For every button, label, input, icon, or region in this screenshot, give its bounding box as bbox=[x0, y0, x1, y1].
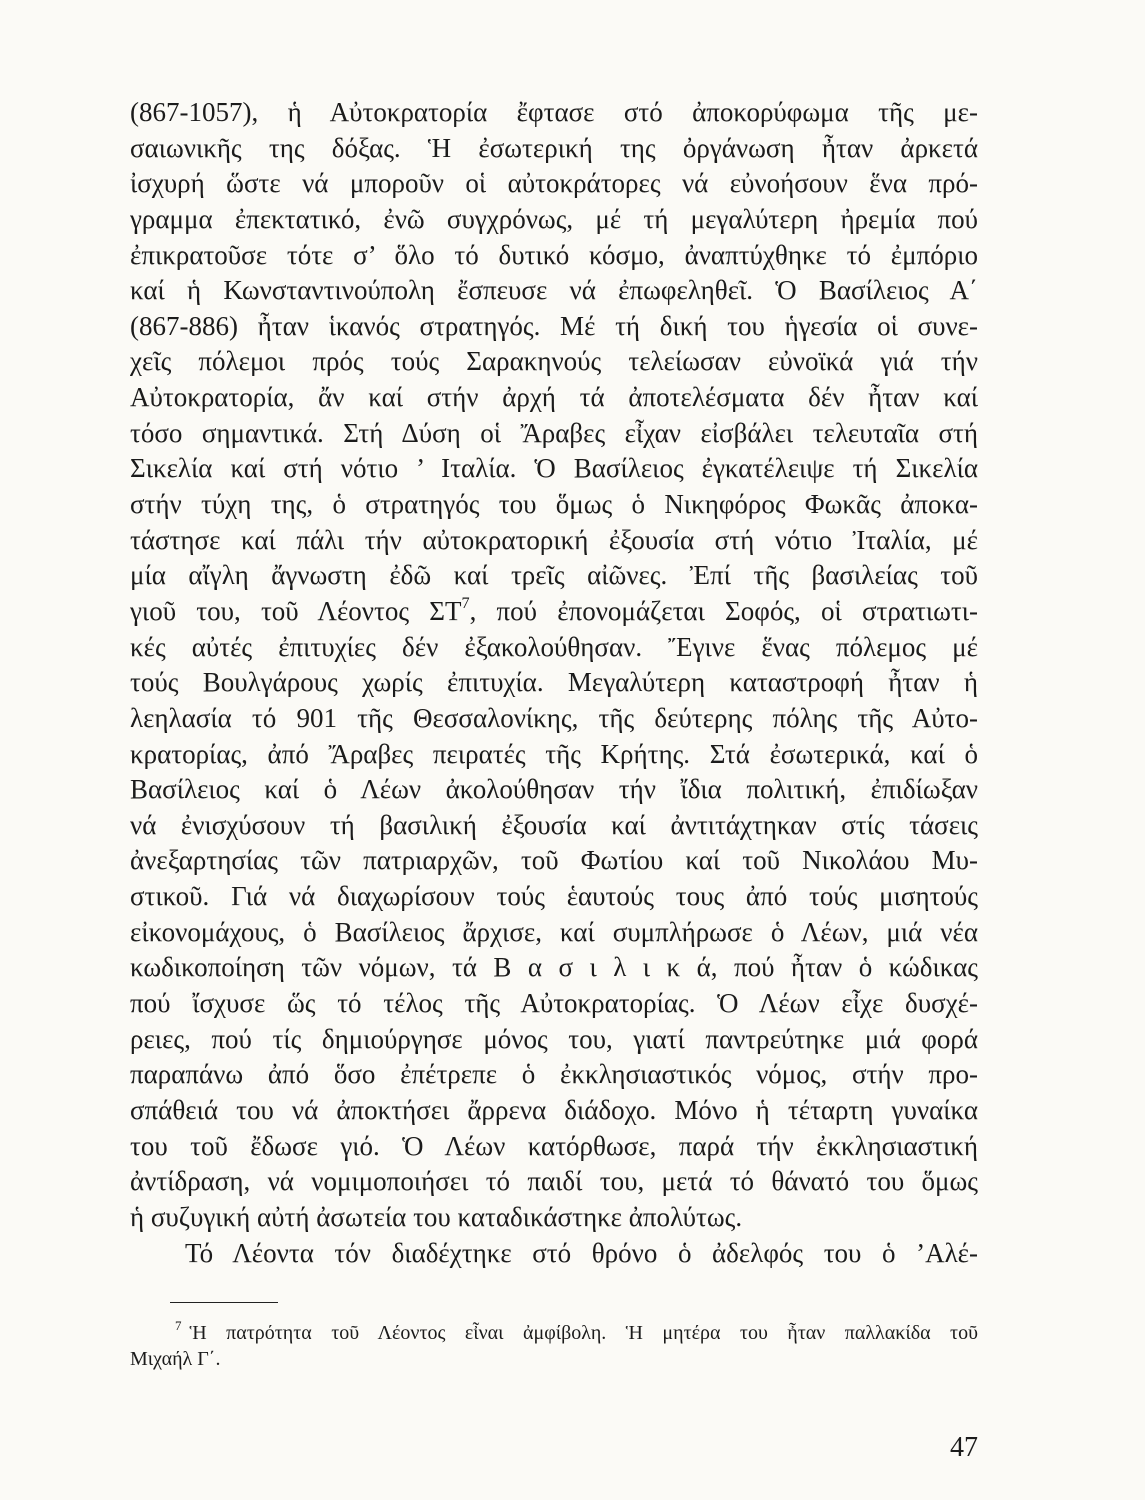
footnote-line bbox=[130, 1320, 978, 1346]
text-line: πού ἴσχυσε ὥς τό τέλος τῆς Αὐτοκρατορίας. Ὁ Λέων εἶχε δυσχέ- bbox=[130, 988, 978, 1019]
text-line: ρειες, πού τίς δημιούργησε μόνος του, γιατί παντρεύτηκε μιά φορά bbox=[130, 1023, 978, 1054]
footnote-text: Ἡ πατρότητα τοῦ Λέοντος εἶναι ἀμφίβολη. Ἡ μητέρα του ἦταν παλλακίδα τοῦ bbox=[189, 1322, 978, 1344]
text-line: ἀνεξαρτησίας τῶν πατριαρχῶν, τοῦ Φωτίου καί τοῦ Νικολάου Μυ- bbox=[130, 845, 978, 876]
text-line: κρατορίας, ἀπό Ἄραβες πειρατές τῆς Κρήτης. Στά ἐσωτερικά, καί ὁ bbox=[130, 738, 978, 769]
footnote-separator bbox=[170, 1302, 278, 1303]
body-text bbox=[130, 95, 978, 1271]
text-line: Αὐτοκρατορία, ἄν καί στήν ἀρχή τά ἀποτελέσματα δέν ἦταν καί bbox=[130, 382, 978, 413]
footnote bbox=[130, 1320, 978, 1372]
text-line: στικοῦ. Γιά νά διαχωρίσουν τούς ἑαυτούς τους ἀπό τούς μισητούς bbox=[130, 881, 978, 912]
text-line: σαιωνικῆς της δόξας. Ἡ ἐσωτερική της ὀργάνωση ἦταν ἀρκετά bbox=[130, 132, 978, 163]
text-line: μία αἴγλη ἄγνωστη ἐδῶ καί τρεῖς αἰῶνες. Ἐπί τῆς βασιλείας τοῦ bbox=[130, 560, 978, 591]
text-line: κές αὐτές ἐπιτυχίες δέν ἐξακολούθησαν. Ἔγινε ἕνας πόλεμος μέ bbox=[130, 631, 978, 662]
text-line: Σικελία καί στή νότιο ’ Ιταλία. Ὁ Βασίλειος ἐγκατέλειψε τή Σικελία bbox=[130, 453, 978, 484]
footnote-reference[interactable]: 7 bbox=[461, 593, 470, 612]
text-line: κωδικοποίηση τῶν νόμων, τά Β α σ ι λ ι κ ά, πού ἦταν ὁ κώδικας bbox=[130, 952, 978, 983]
text-line: ἰσχυρή ὥστε νά μποροῦν οἱ αὐτοκράτορες νά εὐνοήσουν ἕνα πρό- bbox=[130, 168, 978, 199]
text-line: του τοῦ ἔδωσε γιό. Ὁ Λέων κατόρθωσε, παρά τήν ἐκκλησιαστική bbox=[130, 1130, 978, 1161]
text-line: παραπάνω ἀπό ὅσο ἐπέτρεπε ὁ ἐκκλησιαστικός νόμος, στήν προ- bbox=[130, 1059, 978, 1090]
text-line: ἐπικρατοῦσε τότε σ’ ὅλο τό δυτικό κόσμο, ἀναπτύχθηκε τό ἐμπόριο bbox=[130, 239, 978, 270]
text-line: χεῖς πόλεμοι πρός τούς Σαρακηνούς τελείωσαν εὐνοϊκά γιά τήν bbox=[130, 346, 978, 377]
text-line: (867-1057), ἡ Αὐτοκρατορία ἔφτασε στό ἀποκορύφωμα τῆς με- bbox=[130, 97, 978, 127]
footnote-line: Μιχαήλ Γ΄. bbox=[130, 1348, 221, 1370]
text-line: τάστησε καί πάλι τήν αὐτοκρατορική ἐξουσία στή νότιο Ἰταλία, μέ bbox=[130, 524, 978, 555]
text-segment: , πού ἐπονομάζεται Σοφός, οἱ στρατιωτι- bbox=[469, 595, 978, 626]
text-line: τόσο σημαντικά. Στή Δύση οἱ Ἄραβες εἶχαν εἰσβάλει τελευταῖα στή bbox=[130, 417, 978, 448]
text-line: λεηλασία τό 901 τῆς Θεσσαλονίκης, τῆς δεύτερης πόλης τῆς Αὐτο- bbox=[130, 702, 978, 733]
page-number: 47 bbox=[950, 1432, 978, 1463]
text-line: καί ἡ Κωνσταντινούπολη ἔσπευσε νά ἐπωφεληθεῖ. Ὁ Βασίλειος Α΄ bbox=[130, 275, 978, 306]
paragraph-first-line: Τό Λέοντα τόν διαδέχτηκε στό θρόνο ὁ ἀδελφός του ὁ ’Αλέ- bbox=[185, 1237, 978, 1268]
text-line: (867-886) ἦταν ἱκανός στρατηγός. Μέ τή δική του ἡγεσία οἱ συνε- bbox=[130, 310, 978, 341]
footnote-marker: 7 bbox=[175, 1320, 182, 1333]
paragraph-end-line: ἡ συζυγική αὐτή ἀσωτεία του καταδικάστηκε ἀπολύτως. bbox=[130, 1201, 743, 1232]
text-line: στήν τύχη της, ὁ στρατηγός του ὅμως ὁ Νικηφόρος Φωκᾶς ἀποκα- bbox=[130, 489, 978, 520]
text-segment: γιοῦ του, τοῦ Λέοντος ΣΤ bbox=[130, 595, 462, 626]
text-line: νά ἐνισχύσουν τή βασιλική ἐξουσία καί ἀντιτάχτηκαν στίς τάσεις bbox=[130, 809, 978, 840]
text-line bbox=[130, 594, 978, 630]
text-line: Βασίλειος καί ὁ Λέων ἀκολούθησαν τήν ἴδια πολιτική, ἐπιδίωξαν bbox=[130, 774, 978, 805]
text-line: ἀντίδραση, νά νομιμοποιήσει τό παιδί του, μετά τό θάνατό του ὅμως bbox=[130, 1166, 978, 1197]
text-line: γραμμα ἐπεκτατικό, ἐνῶ συγχρόνως, μέ τή μεγαλύτερη ἠρεμία πού bbox=[130, 203, 978, 234]
text-line: σπάθειά του νά ἀποκτήσει ἄρρενα διάδοχο. Μόνο ἡ τέταρτη γυναίκα bbox=[130, 1094, 978, 1125]
text-line: τούς Βουλγάρους χωρίς ἐπιτυχία. Μεγαλύτερη καταστροφή ἦταν ἡ bbox=[130, 667, 978, 698]
text-line: εἰκονομάχους, ὁ Βασίλειος ἄρχισε, καί συμπλήρωσε ὁ Λέων, μιά νέα bbox=[130, 916, 978, 947]
